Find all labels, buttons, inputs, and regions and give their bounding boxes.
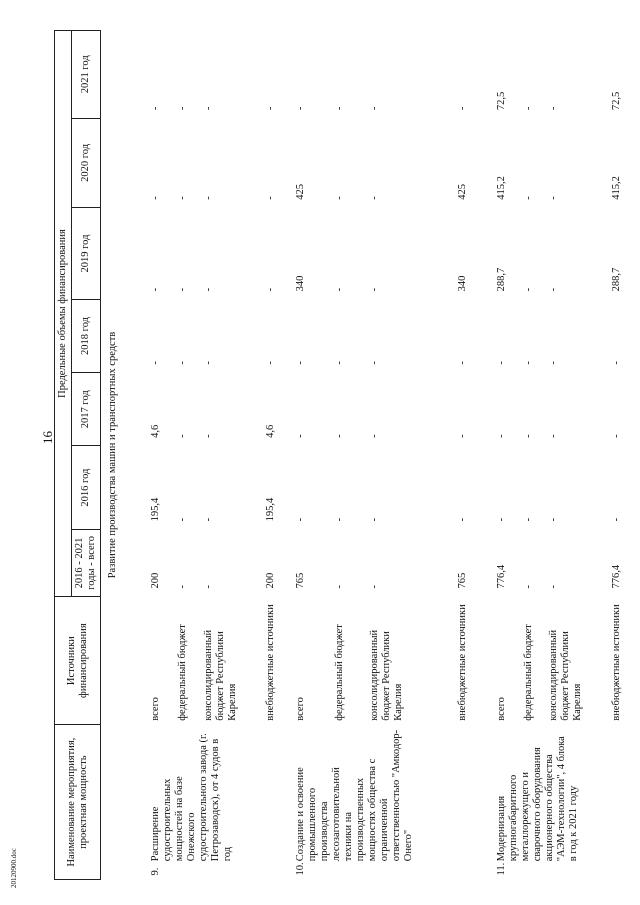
item-number: 9. — [150, 867, 162, 876]
value-total: - — [202, 585, 214, 589]
value-y2018: - — [522, 361, 534, 365]
funding-source: консолидированный бюджет Республики Карелия — [202, 629, 238, 721]
value-y2020: - — [547, 196, 559, 200]
value-y2019: - — [202, 287, 214, 292]
value-y2021: - — [522, 106, 534, 111]
value-y2016: - — [202, 517, 214, 522]
value-y2019: 340 — [456, 275, 468, 292]
value-y2017: - — [456, 434, 468, 438]
value-y2018: - — [495, 361, 507, 365]
financing-table — [54, 30, 634, 880]
value-y2021: - — [334, 106, 346, 111]
value-y2016: - — [294, 517, 306, 522]
value-y2021: - — [456, 106, 468, 111]
value-total: - — [522, 585, 534, 589]
funding-source: консолидированный бюджет Республики Карелия — [369, 629, 405, 721]
value-y2018: - — [456, 361, 468, 365]
value-y2018: - — [547, 361, 559, 365]
value-total: - — [177, 585, 189, 589]
value-y2017: 4,6 — [265, 424, 277, 438]
value-y2017: - — [334, 434, 346, 438]
value-total: - — [334, 585, 346, 589]
value-y2019: - — [369, 287, 381, 292]
value-y2019: - — [265, 287, 277, 292]
value-total: 776,4 — [495, 564, 507, 589]
funding-source: федеральный бюджет — [334, 624, 346, 721]
value-total: 776,4 — [610, 564, 622, 589]
value-y2017: - — [202, 434, 214, 438]
footer-file-code: 20120900.doc — [10, 848, 18, 888]
value-total: 765 — [456, 572, 468, 589]
funding-source: внебюджетные источники — [456, 604, 468, 721]
value-y2020: - — [265, 196, 277, 200]
value-y2018: - — [265, 361, 277, 365]
value-y2020: 425 — [294, 183, 306, 200]
items-body — [144, 31, 634, 880]
header-name: Наименование мероприятия, проектная мощность — [55, 725, 101, 880]
value-y2020: - — [334, 196, 346, 200]
value-y2017: 4,6 — [150, 424, 162, 438]
value-y2018: - — [150, 361, 162, 365]
value-total: - — [547, 585, 559, 589]
item-name: Модернизация крупногабаритного металлорежущего и сварочного оборудования акционерного общества "АЭМ-технологии", 4 блока в год к 2021 году — [495, 736, 579, 862]
table-row — [289, 31, 333, 880]
value-y2019: - — [334, 287, 346, 292]
item-number: 10. — [294, 862, 306, 876]
value-y2020: - — [202, 196, 214, 200]
value-y2020: 415,2 — [495, 176, 507, 200]
header-source: Источники финансирования — [55, 597, 101, 725]
value-y2018: - — [610, 361, 622, 365]
value-y2016: - — [610, 517, 622, 522]
table-row — [490, 31, 521, 880]
value-y2019: - — [522, 287, 534, 292]
value-y2017: - — [522, 434, 534, 438]
item-number: 11. — [495, 862, 507, 876]
value-y2021: - — [177, 106, 189, 111]
value-y2016: 195,4 — [150, 497, 162, 522]
value-y2019: 288,7 — [610, 267, 622, 292]
value-y2021: - — [150, 106, 162, 111]
value-y2021: - — [265, 106, 277, 111]
header-total: 2016 - 2021 годы - всего — [72, 529, 101, 596]
header-year: 2017 год — [72, 373, 101, 446]
item-name: Расширение судостроительных мощностей на базе Онежского судостроительного завода (г. Петрозаводск), от 4 судов в год — [150, 733, 234, 862]
page-number: 16 — [40, 431, 55, 444]
value-y2017: - — [547, 434, 559, 438]
section-title: Развитие производства машин и транспортных средств — [107, 331, 119, 579]
value-y2016: - — [495, 517, 507, 522]
value-y2016: 195,4 — [265, 497, 277, 522]
funding-source: федеральный бюджет — [177, 624, 189, 721]
funding-source: всего — [294, 697, 306, 721]
funding-source: всего — [150, 697, 162, 721]
value-y2016: - — [522, 517, 534, 522]
value-y2019: - — [150, 287, 162, 292]
value-y2020: 415,2 — [610, 176, 622, 200]
item-name: Создание и освоение промышленного производства лесозаготовительной техники на производственных мощностях общества с ограниченной ответственностью "Амкодор-Онего" — [294, 729, 415, 862]
value-y2020: 425 — [456, 183, 468, 200]
value-y2021: - — [369, 106, 381, 111]
value-y2021: - — [547, 106, 559, 111]
value-y2017: - — [177, 434, 189, 438]
funding-source: внебюджетные источники — [265, 604, 277, 721]
value-total: 765 — [294, 572, 306, 589]
value-y2016: - — [369, 517, 381, 522]
rotated-table-container — [54, 30, 634, 880]
funding-source: федеральный бюджет — [522, 624, 534, 721]
value-y2018: - — [177, 361, 189, 365]
header-limits: Предельные объемы финансирования — [55, 31, 72, 597]
value-y2020: - — [150, 196, 162, 200]
value-y2017: - — [369, 434, 381, 438]
value-y2016: - — [456, 517, 468, 522]
value-y2021: 72,5 — [610, 91, 622, 111]
value-y2018: - — [202, 361, 214, 365]
value-y2019: - — [547, 287, 559, 292]
value-y2019: 340 — [294, 275, 306, 292]
header-year: 2021 год — [72, 31, 101, 119]
value-total: - — [369, 585, 381, 589]
table-row — [144, 31, 175, 880]
header-year: 2020 год — [72, 118, 101, 208]
value-y2017: - — [610, 434, 622, 438]
value-y2020: - — [177, 196, 189, 200]
value-total: 200 — [265, 572, 277, 589]
header-year: 2019 год — [72, 208, 101, 300]
funding-source: внебюджетные источники — [610, 604, 622, 721]
value-total: 200 — [150, 572, 162, 589]
value-y2021: - — [294, 106, 306, 111]
value-y2018: - — [369, 361, 381, 365]
value-y2018: - — [334, 361, 346, 365]
header-year: 2018 год — [72, 299, 101, 372]
header-year: 2016 год — [72, 446, 101, 529]
value-y2016: - — [177, 517, 189, 522]
value-y2017: - — [294, 434, 306, 438]
value-y2019: - — [177, 287, 189, 292]
value-y2018: - — [294, 361, 306, 365]
value-y2020: - — [522, 196, 534, 200]
value-y2019: 288,7 — [495, 267, 507, 292]
funding-source: консолидированный бюджет Республики Карелия — [547, 629, 584, 721]
value-y2017: - — [495, 434, 507, 438]
funding-source: всего — [495, 697, 507, 721]
value-y2020: - — [369, 196, 381, 200]
value-y2016: - — [547, 517, 559, 522]
value-y2021: - — [202, 106, 214, 111]
value-y2016: - — [334, 517, 346, 522]
value-y2021: 72,5 — [495, 91, 507, 111]
